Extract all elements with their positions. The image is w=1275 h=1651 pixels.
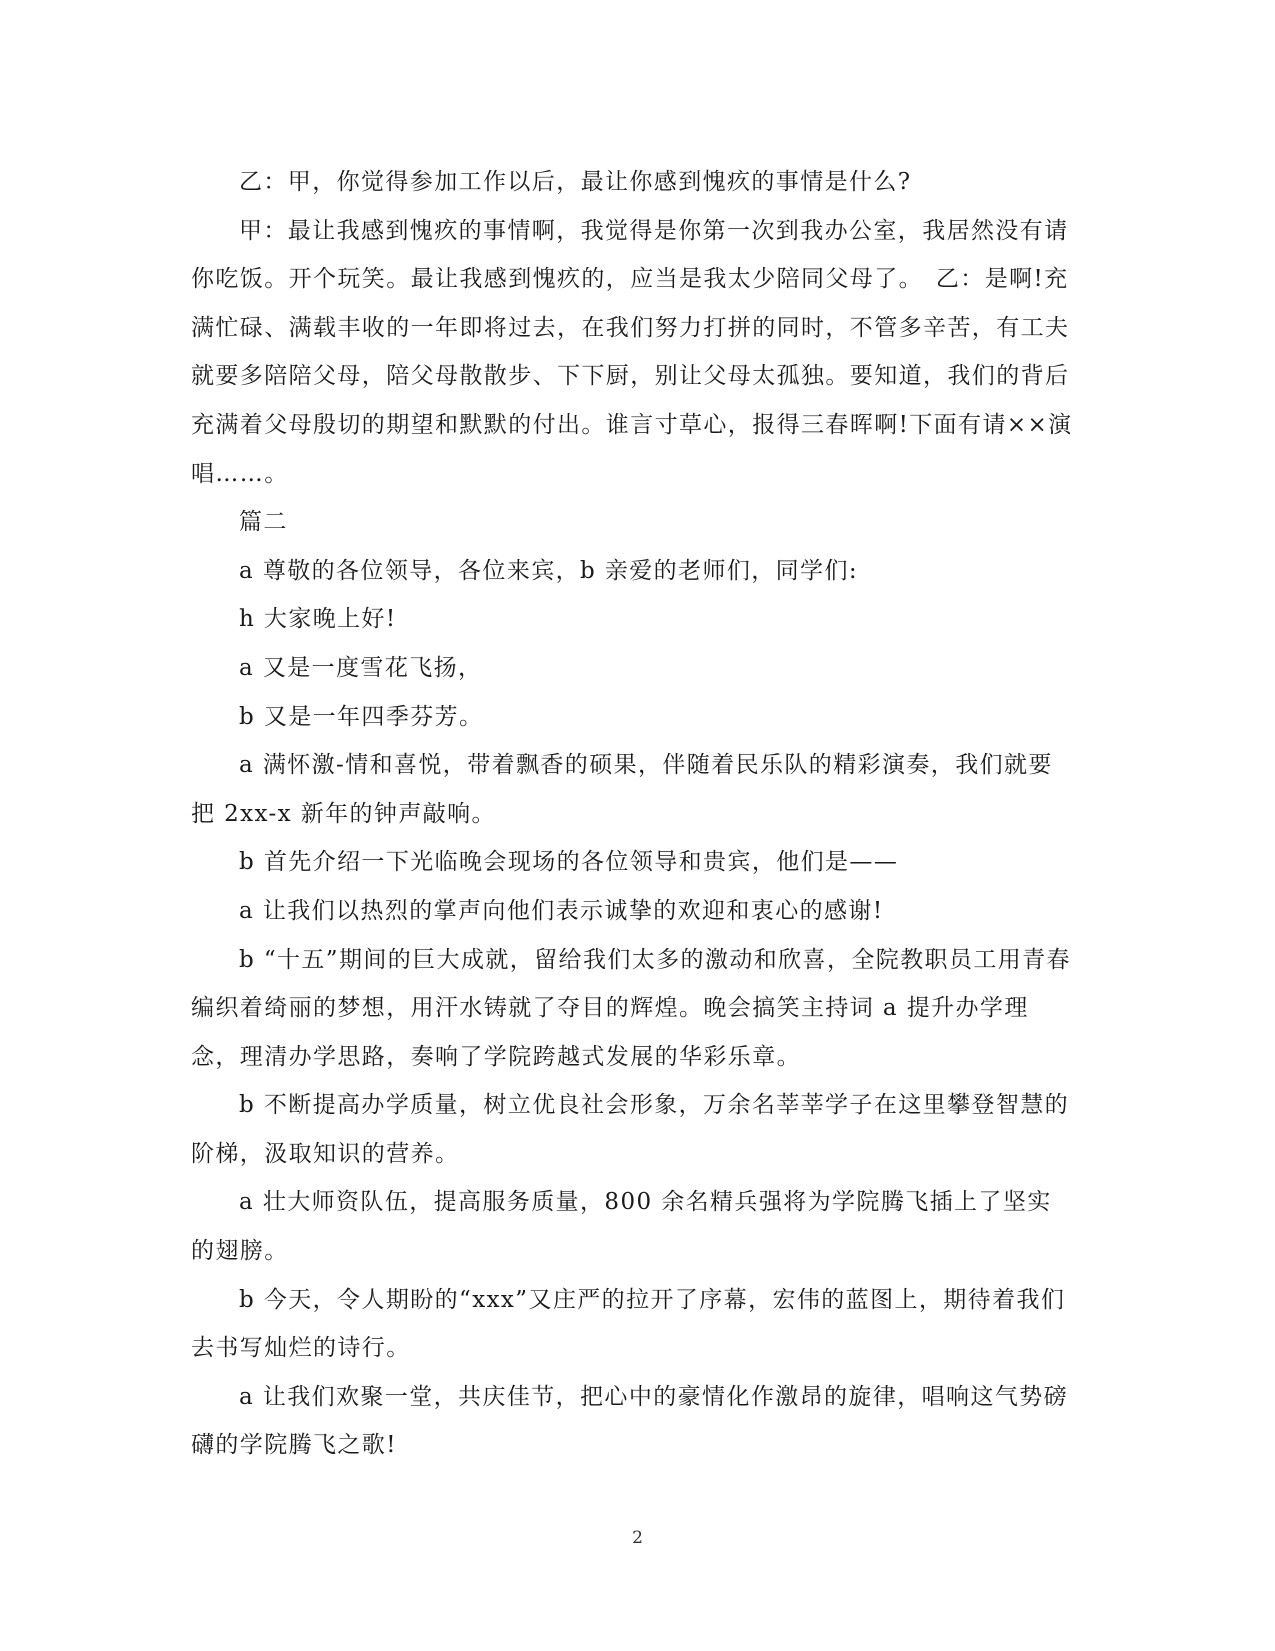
paragraph: a 又是一度雪花飞扬， bbox=[239, 654, 483, 681]
paragraph: h 大家晚上好! bbox=[239, 606, 397, 633]
page-number: 2 bbox=[632, 1528, 643, 1548]
paragraph: b 首先介绍一下光临晚会现场的各位领导和贵宾，他们是—— bbox=[239, 849, 899, 876]
paragraph: b “十五”期间的巨大成就，留给我们太多的激动和欣喜，全院教职员工用青春编织着绮丽的梦想，用汗水铸就了夺目的辉煌。晚会搞笑主持词 a 提升办学理念，理清办学思路，奏响了学院跨越式发展的华彩乐章。 bbox=[191, 946, 1071, 1070]
paragraph: a 满怀激-情和喜悦，带着飘香的硕果，伴随着民乐队的精彩演奏，我们就要把 2xx-x 新年的钟声敲响。 bbox=[191, 752, 1053, 827]
section-heading: 篇二 bbox=[239, 509, 288, 536]
document-body bbox=[191, 158, 1076, 1470]
paragraph: a 让我们欢聚一堂，共庆佳节，把心中的豪情化作激昂的旋律，唱响这气势磅礴的学院腾飞之歌! bbox=[191, 1383, 1069, 1459]
paragraph: b 今天，令人期盼的“xxx”又庄严的拉开了序幕，宏伟的蓝图上，期待着我们去书写灿烂的诗行。 bbox=[191, 1286, 1066, 1362]
paragraph: a 让我们以热烈的掌声向他们表示诚挚的欢迎和衷心的感谢! bbox=[239, 897, 884, 924]
paragraph: 甲：最让我感到愧疚的事情啊，我觉得是你第一次到我办公室，我居然没有请你吃饭。开个玩笑。最让我感到愧疚的，应当是我太少陪同父母了。 乙：是啊!充满忙碌、满载丰收的一年即将过去，在我们努力打拼的同时，不管多辛苦，有工夫就要多陪陪父母，陪父母散散步、下下厨，别让父母太孤独。要知道，我们的背后充满着父母殷切的期望和默默的付出。谁言寸草心，报得三春晖啊!下面有请××演唱……。 bbox=[191, 217, 1073, 487]
paragraph: 乙：甲，你觉得参加工作以后，最让你感到愧疚的事情是什么? bbox=[239, 169, 912, 195]
paragraph: b 又是一年四季芬芳。 bbox=[239, 703, 484, 730]
paragraph: b 不断提高办学质量，树立优良社会形象，万余名莘莘学子在这里攀登智慧的阶梯，汲取知识的营养。 bbox=[191, 1092, 1070, 1167]
paragraph: a 壮大师资队伍，提高服务质量，800 余名精兵强将为学院腾飞插上了坚实的翅膀。 bbox=[191, 1189, 1052, 1265]
paragraph: a 尊敬的各位领导，各位来宾，b 亲爱的老师们，同学们: bbox=[239, 557, 859, 584]
